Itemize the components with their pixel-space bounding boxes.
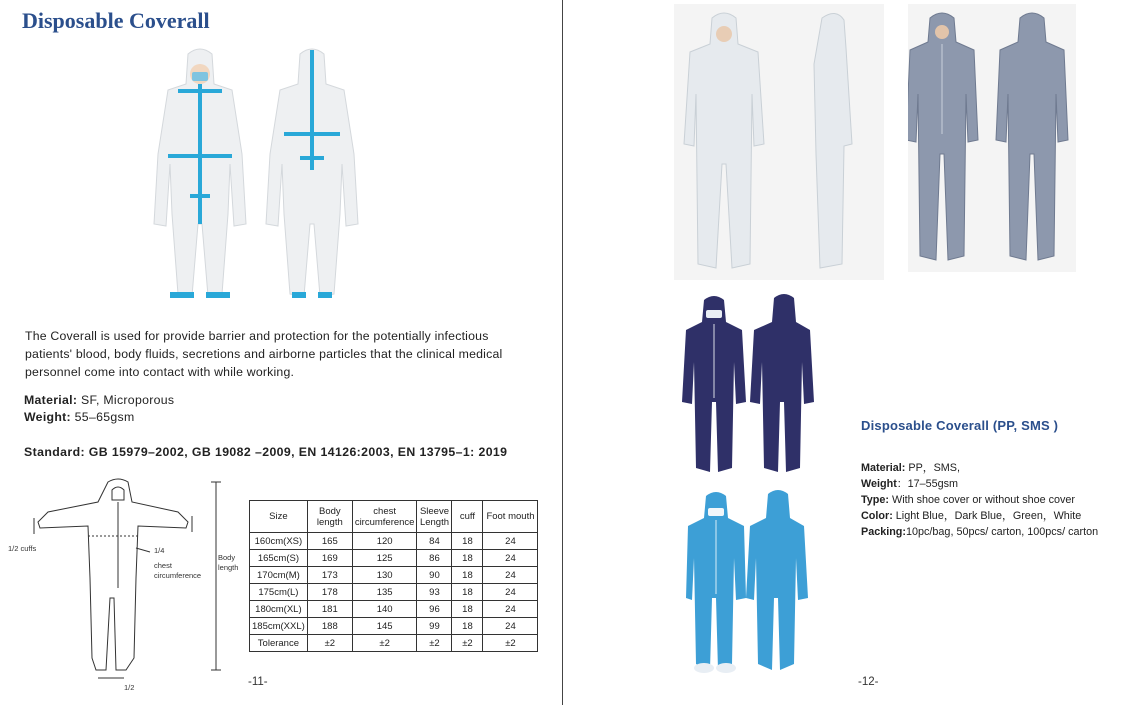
right-specs [861,460,1098,540]
header-foot-mouth: Foot mouth [483,501,538,533]
table-cell: 170cm(M) [250,567,308,584]
table-cell: 90 [417,567,452,584]
table-cell: 169 [307,550,352,567]
spec-value: With shoe cover or without shoe cover [889,494,1076,506]
quarter-chest-label: 1/4 [154,546,165,555]
table-cell: 24 [483,601,538,618]
table-cell: 185cm(XXL) [250,618,308,635]
table-cell: ±2 [307,635,352,652]
table-cell: ±2 [417,635,452,652]
table-cell: 18 [452,550,483,567]
table-cell: 84 [417,533,452,550]
table-cell: 86 [417,550,452,567]
table-row [250,635,538,652]
table-row [250,584,538,601]
material-value: SF, Microporous [77,393,175,407]
table-cell: ±2 [452,635,483,652]
material-label: Material: [24,393,78,407]
table-cell: 175cm(L) [250,584,308,601]
table-cell: 18 [452,567,483,584]
table-cell: 180cm(XL) [250,601,308,618]
page-number-left: -11- [248,676,268,688]
table-cell: 96 [417,601,452,618]
table-row [250,550,538,567]
spec-color [861,508,1098,524]
table-cell: 165cm(S) [250,550,308,567]
table-header-row [250,501,538,533]
spec-type [861,492,1098,508]
header-sleeve-length: Sleeve Length [417,501,452,533]
table-cell: 160cm(XS) [250,533,308,550]
spec-label: Type: [861,494,889,506]
table-cell: 18 [452,533,483,550]
table-cell: 140 [352,601,417,618]
table-cell: 18 [452,601,483,618]
spec-value: 10pc/bag, 50pcs/ carton, 100pcs/ carton [906,526,1099,538]
half-cuffs-label: 1/2 cuffs [8,544,37,553]
length-label: length [218,563,239,572]
table-cell: 18 [452,618,483,635]
table-row [250,601,538,618]
spec-packing [861,524,1098,540]
table-cell: 24 [483,550,538,567]
table-cell: 99 [417,618,452,635]
table-cell: 135 [352,584,417,601]
navy-coverall-photo [676,292,816,477]
spec-label: Material: [861,462,906,474]
white-coverall-photo [674,4,884,280]
right-page-title: Disposable Coverall (PP, SMS ) [861,418,1059,433]
spec-value: ：17–55gsm [896,478,959,490]
table-cell: 18 [452,584,483,601]
page-divider [562,0,563,705]
table-cell: Tolerance [250,635,308,652]
table-cell: 130 [352,567,417,584]
coverall-front-photo [150,44,250,314]
size-table [249,500,538,652]
spec-label: Color: [861,510,893,522]
table-cell: ±2 [483,635,538,652]
table-cell: 173 [307,567,352,584]
table-cell: 125 [352,550,417,567]
header-size: Size [250,501,308,533]
table-cell: 24 [483,567,538,584]
circumference-label: circumference [154,571,202,580]
table-cell: ±2 [352,635,417,652]
product-description: The Coverall is used for provide barrier and protection for the potentially infectious patients' blood, body fluids, secretions and airborne particles that the clinical medical personnel come into contact with while working. [25,329,503,379]
table-row [250,567,538,584]
weight-spec [24,410,135,424]
chest-label: chest [154,561,172,570]
spec-label: Packing: [861,526,907,538]
table-cell: 120 [352,533,417,550]
coverall-back-photo [262,44,362,314]
table-cell: 188 [307,618,352,635]
light-blue-coverall-photo [686,488,812,678]
table-cell: 93 [417,584,452,601]
spec-value: Light Blue，Dark Blue，Green，White [892,510,1082,522]
material-spec [24,393,174,407]
spec-value: PP，SMS, [905,462,961,474]
gray-coverall-photo [908,4,1076,272]
body-label: Body [218,553,236,562]
bottom-half-label: 1/2 [124,683,135,692]
measurement-diagram [28,478,228,690]
weight-value: 55–65gsm [70,410,135,424]
table-cell: 181 [307,601,352,618]
weight-label: Weight: [24,410,71,424]
standard-spec: Standard: GB 15979–2002, GB 19082 –2009, EN 14126:2003, EN 13795–1: 2019 [24,445,508,459]
header-body-length: Body length [307,501,352,533]
table-cell: 24 [483,533,538,550]
page-number-right: -12- [858,676,879,688]
table-cell: 145 [352,618,417,635]
spec-weight [861,476,1098,492]
table-cell: 178 [307,584,352,601]
page-title: Disposable Coverall [22,8,210,33]
header-cuff: cuff [452,501,483,533]
spec-label: Weight [861,478,897,490]
table-row [250,533,538,550]
table-row [250,618,538,635]
spec-material [861,460,1098,476]
table-cell: 24 [483,618,538,635]
table-cell: 165 [307,533,352,550]
header-chest-circumference: chest circumference [352,501,417,533]
table-cell: 24 [483,584,538,601]
